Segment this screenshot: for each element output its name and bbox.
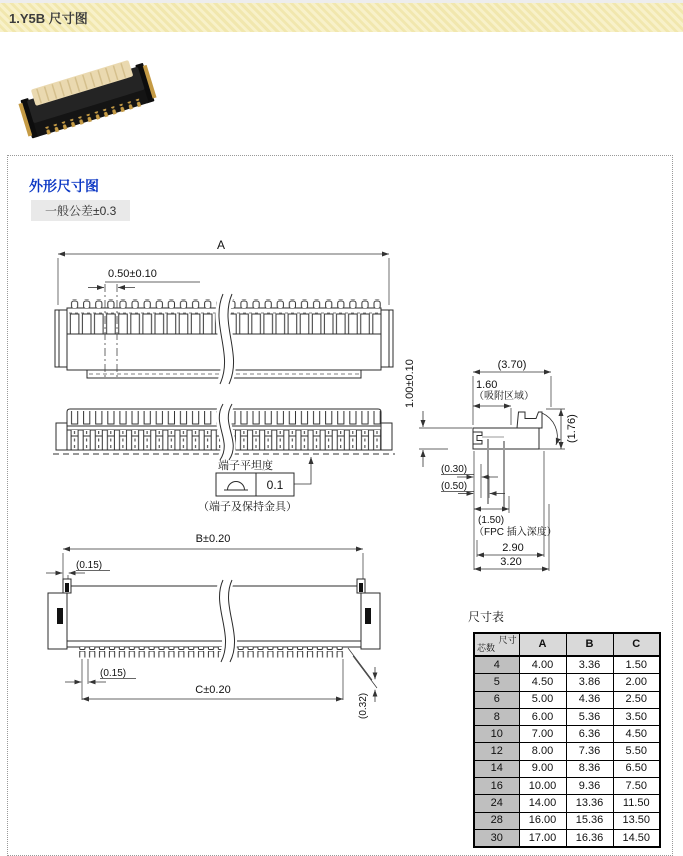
table-row	[474, 726, 660, 743]
offset-top-label: (0.15)	[76, 560, 103, 571]
pin-count-cell: 24	[474, 795, 519, 812]
dim-b-cell: 16.36	[566, 829, 613, 847]
dim-b-cell: 6.36	[566, 726, 613, 743]
dim-a-cell: 5.00	[519, 691, 566, 708]
d050-label: (0.50)	[441, 481, 468, 492]
dim-c-cell: 2.00	[613, 674, 660, 691]
dim-b-cell: 7.36	[566, 743, 613, 760]
pin-protrusion-label: (0.32)	[358, 692, 369, 719]
page-title-bar	[0, 3, 683, 32]
dim-c-cell: 6.50	[613, 760, 660, 777]
table-row	[474, 778, 660, 795]
pin-count-cell: 4	[474, 656, 519, 674]
table-row	[474, 656, 660, 674]
col-header-c: C	[613, 633, 660, 656]
table-row	[474, 674, 660, 691]
fpc-depth-note: （FPC 插入深度）	[474, 527, 557, 538]
dim-c-label: C±0.20	[195, 684, 231, 696]
corner-label-dim: 尺寸	[498, 635, 517, 645]
page-title: 1.Y5B 尺寸图	[9, 11, 88, 26]
pin-count-cell: 16	[474, 778, 519, 795]
view-top	[53, 404, 395, 513]
d290-label: 2.90	[502, 542, 524, 554]
dim-b-cell: 15.36	[566, 812, 613, 829]
table-row	[474, 708, 660, 725]
table-header-row	[474, 633, 660, 656]
product-photo	[12, 52, 172, 157]
dim-a-cell: 9.00	[519, 760, 566, 777]
flatness-note: （端子及保持金具）	[198, 501, 297, 513]
dim-a-cell: 16.00	[519, 812, 566, 829]
table-row	[474, 812, 660, 829]
dim-c-cell: 7.50	[613, 778, 660, 795]
table-row	[474, 691, 660, 708]
height-label: 1.00±0.10	[404, 359, 416, 408]
dim-a-label: A	[216, 238, 226, 252]
pin-count-cell: 12	[474, 743, 519, 760]
section-title: 外形尺寸图	[29, 178, 99, 194]
dim-b-cell: 9.36	[566, 778, 613, 795]
dim-a-cell: 10.00	[519, 778, 566, 795]
dim-b-cell: 3.86	[566, 674, 613, 691]
dim-c-cell: 2.50	[613, 691, 660, 708]
dim-c-cell: 4.50	[613, 726, 660, 743]
pitch-label: 0.50±0.10	[108, 268, 157, 280]
dim-c-cell: 3.50	[613, 708, 660, 725]
dim-a-cell: 14.00	[519, 795, 566, 812]
dim-b-cell: 4.36	[566, 691, 613, 708]
table-corner-cell	[474, 633, 519, 656]
dim-a-cell: 4.50	[519, 674, 566, 691]
view-front	[55, 238, 393, 384]
open-height-label: (1.76)	[566, 414, 578, 443]
flatness-value: 0.1	[266, 478, 284, 492]
dim-c-cell: 13.50	[613, 812, 660, 829]
outline-dimension-panel	[7, 155, 673, 856]
pin-count-cell: 10	[474, 726, 519, 743]
pin-count-cell: 28	[474, 812, 519, 829]
d320-label: 3.20	[500, 556, 522, 568]
dim-c-cell: 14.50	[613, 829, 660, 847]
table-row	[474, 743, 660, 760]
dim-c-cell: 1.50	[613, 656, 660, 674]
suction-value: 1.60	[476, 379, 498, 391]
table-row	[474, 829, 660, 847]
pin-count-cell: 8	[474, 708, 519, 725]
fpc-depth-label: (1.50)	[478, 515, 505, 526]
suction-note: （吸附区域）	[474, 391, 534, 402]
dim-a-cell: 6.00	[519, 708, 566, 725]
dim-a-cell: 17.00	[519, 829, 566, 847]
side-width-label: (3.70)	[497, 359, 527, 371]
pin-count-cell: 30	[474, 829, 519, 847]
dim-b-cell: 5.36	[566, 708, 613, 725]
pin-count-cell: 14	[474, 760, 519, 777]
dim-a-cell: 8.00	[519, 743, 566, 760]
table-row	[474, 760, 660, 777]
view-bottom	[46, 533, 380, 719]
col-header-a: A	[519, 633, 566, 656]
pin-count-cell: 6	[474, 691, 519, 708]
dim-a-cell: 4.00	[519, 656, 566, 674]
dimension-table-title: 尺寸表	[468, 610, 505, 624]
actuator-lever	[517, 412, 542, 428]
dimension-table	[473, 632, 661, 848]
offset-bottom-label: (0.15)	[100, 668, 127, 679]
dim-b-cell: 3.36	[566, 656, 613, 674]
general-tolerance-chip: 一般公差±0.3	[31, 200, 130, 221]
dim-a-cell: 7.00	[519, 726, 566, 743]
dim-b-cell: 8.36	[566, 760, 613, 777]
dim-b-label: B±0.20	[195, 533, 231, 545]
dim-c-cell: 5.50	[613, 743, 660, 760]
dim-b-cell: 13.36	[566, 795, 613, 812]
dim-c-cell: 11.50	[613, 795, 660, 812]
d030-label: (0.30)	[441, 464, 468, 475]
col-header-b: B	[566, 633, 613, 656]
flatness-label: 端子平坦度	[218, 460, 273, 472]
view-side	[404, 359, 578, 571]
table-row	[474, 795, 660, 812]
pin-count-cell: 5	[474, 674, 519, 691]
corner-label-pins: 芯数	[477, 643, 496, 653]
